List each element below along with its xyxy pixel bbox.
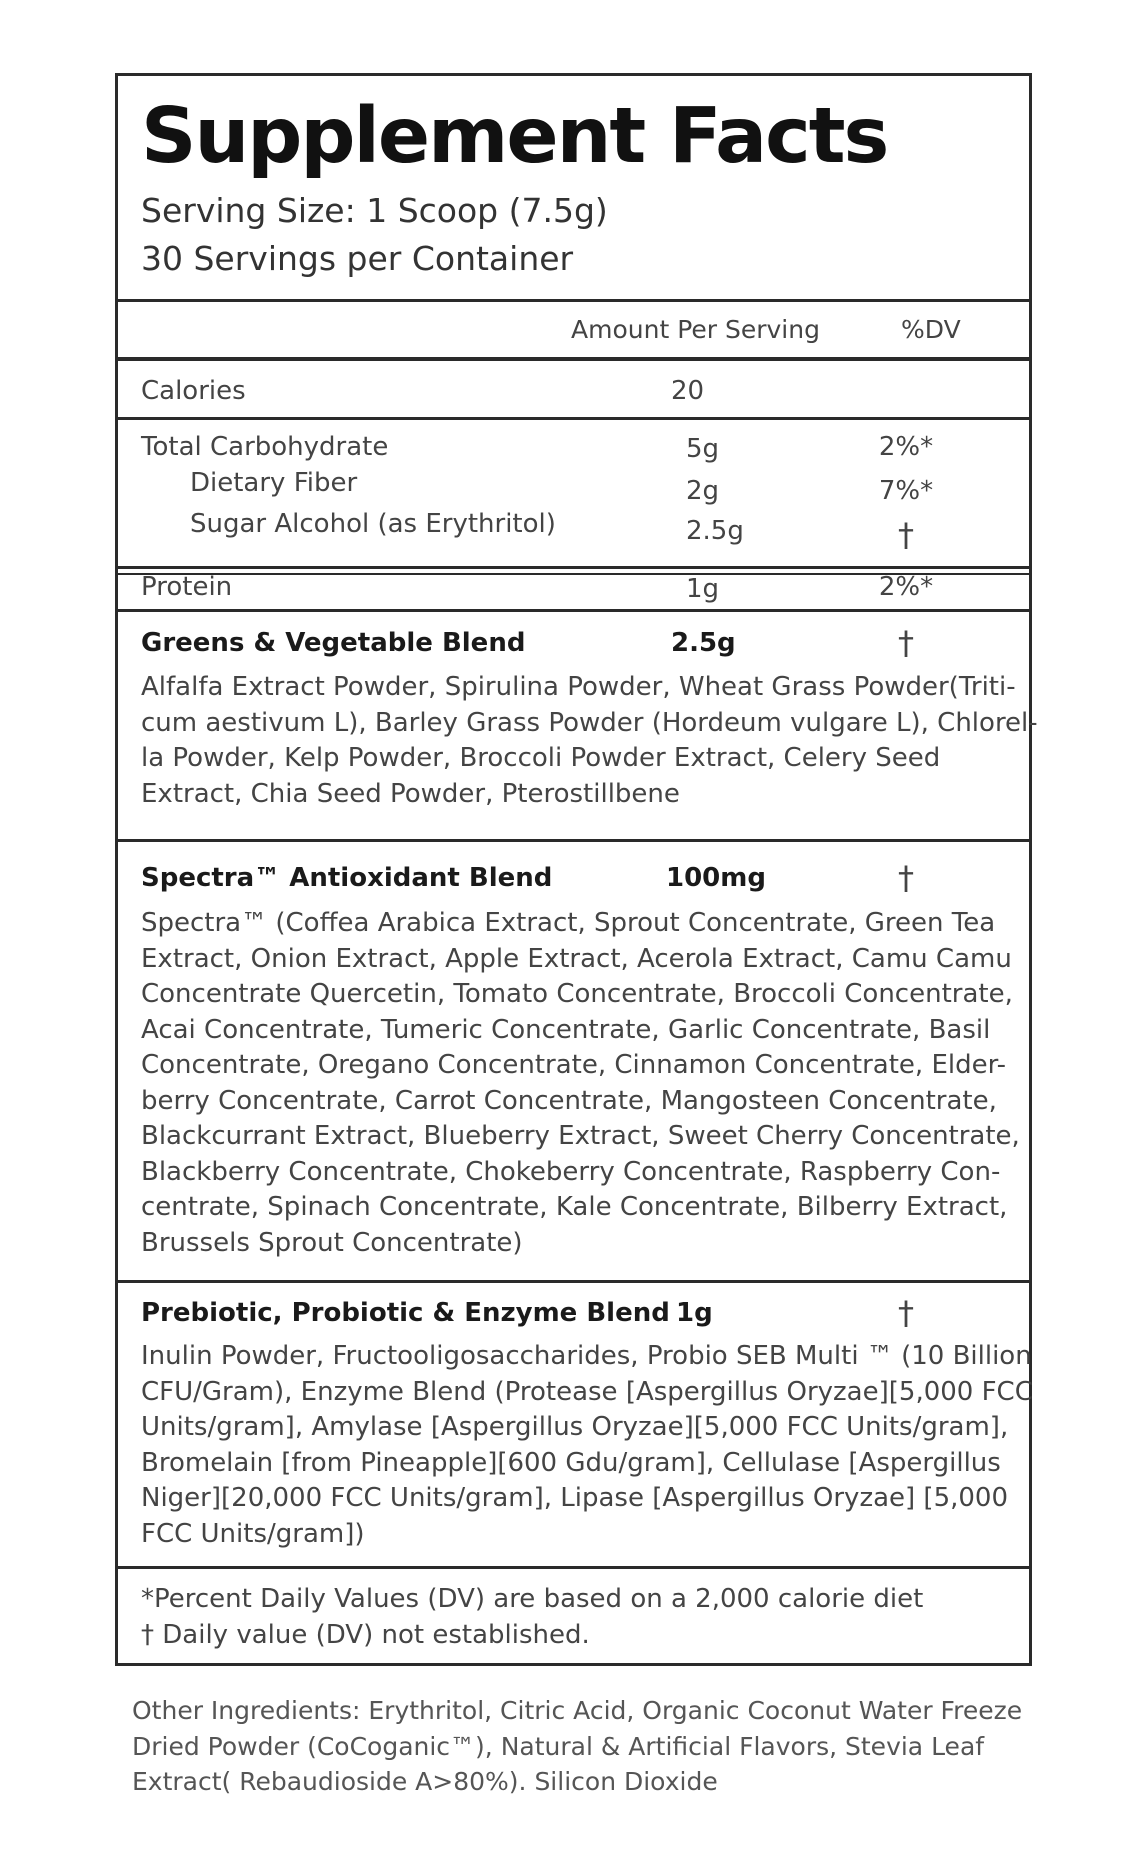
calories-label: Calories — [141, 376, 246, 406]
divider — [118, 1566, 1029, 1569]
ingredient-line: Blackcurrant Extract, Blueberry Extract, Sweet Cherry Concentrate, — [141, 1121, 1020, 1151]
ingredient-line: Concentrate Quercetin, Tomato Concentrate, Broccoli Concentrate, — [141, 979, 1013, 1009]
footnote-dv-basis: *Percent Daily Values (DV) are based on a 2,000 calorie diet — [141, 1584, 924, 1614]
ingredient-line: centrate, Spinach Concentrate, Kale Concentrate, Bilberry Extract, — [141, 1192, 1008, 1222]
header-amount: Amount Per Serving — [571, 315, 820, 344]
ingredient-line: Inulin Powder, Fructooligosaccharides, Probio SEB Multi ™ (10 Billion — [141, 1341, 1032, 1371]
divider — [118, 566, 1029, 569]
nutrient-amount: 5g — [686, 434, 720, 464]
blend-name: Spectra™ Antioxidant Blend — [141, 863, 553, 893]
nutrient-amount: 2g — [686, 476, 720, 506]
ingredient-line: Brussels Sprout Concentrate) — [141, 1227, 523, 1258]
other-ingredients-line: Dried Powder (CoCoganic™), Natural & Artificial Flavors, Stevia Leaf — [132, 1731, 985, 1761]
ingredient-line: FCC Units/gram]) — [141, 1518, 365, 1549]
header-dv: %DV — [901, 315, 961, 344]
nutrient-dv: † — [898, 516, 914, 554]
ingredient-line: Acai Concentrate, Tumeric Concentrate, Garlic Concentrate, Basil — [141, 1014, 991, 1045]
ingredient-line: Extract, Chia Seed Powder, Pterostillbene — [141, 778, 680, 809]
blend-dv: † — [898, 1294, 914, 1332]
blend-amount: 100mg — [666, 863, 766, 893]
other-ingredients — [132, 1693, 1022, 1800]
blend-ingredients — [141, 670, 1038, 812]
nutrient-dv: 2%* — [878, 572, 934, 602]
other-ingredients-line: Extract( Rebaudioside A>80%). Silicon Dioxide — [132, 1767, 718, 1796]
panel-title: Supplement Facts — [141, 92, 888, 181]
other-ingredients-line: Other Ingredients: Erythritol, Citric Acid, Organic Coconut Water Freeze — [132, 1696, 1023, 1725]
ingredient-line: berry Concentrate, Carrot Concentrate, Mangosteen Concentrate, — [141, 1085, 997, 1116]
servings-per-container: 30 Servings per Container — [141, 239, 574, 278]
blend-dv: † — [898, 859, 914, 897]
divider — [118, 417, 1029, 420]
ingredient-line: Extract, Onion Extract, Apple Extract, Acerola Extract, Camu Camu — [141, 943, 1012, 974]
ingredient-line: Bromelain [from Pineapple][600 Gdu/gram], Cellulase [Aspergillus — [141, 1447, 1001, 1478]
ingredient-line: CFU/Gram), Enzyme Blend (Protease [Aspergillus Oryzae][5,000 FCC — [141, 1376, 1033, 1407]
calories-amount: 20 — [671, 376, 705, 406]
ingredient-line: cum aestivum L), Barley Grass Powder (Hordeum vulgare L), Chlorel- — [141, 707, 1038, 738]
divider — [118, 839, 1029, 842]
blend-name: Prebiotic, Probiotic & Enzyme Blend — [141, 1298, 670, 1328]
blend-amount: 1g — [676, 1298, 713, 1328]
nutrient-dv: 2%* — [878, 432, 934, 462]
ingredient-line: Concentrate, Oregano Concentrate, Cinnamon Concentrate, Elder- — [141, 1050, 1007, 1080]
nutrient-dv: 7%* — [878, 476, 934, 506]
blend-ingredients — [141, 1339, 1033, 1552]
footnote-dv-not-established: † Daily value (DV) not established. — [141, 1619, 590, 1650]
blend-ingredients — [141, 906, 1020, 1261]
blend-amount: 2.5g — [671, 628, 736, 658]
nutrient-label: Total Carbohydrate — [141, 432, 389, 462]
serving-size: Serving Size: 1 Scoop (7.5g) — [141, 191, 608, 230]
nutrient-label: Sugar Alcohol (as Erythritol) — [190, 509, 556, 539]
footnotes — [141, 1582, 923, 1653]
nutrient-amount: 2.5g — [686, 516, 744, 546]
ingredient-line: la Powder, Kelp Powder, Broccoli Powder Extract, Celery Seed — [141, 743, 941, 773]
blend-name: Greens & Vegetable Blend — [141, 628, 526, 658]
nutrient-label: Dietary Fiber — [190, 468, 358, 498]
ingredient-line: Blackberry Concentrate, Chokeberry Concentrate, Raspberry Con- — [141, 1156, 1001, 1187]
divider — [118, 1280, 1029, 1283]
nutrient-label: Protein — [141, 572, 233, 602]
supplement-facts-panel — [115, 73, 1038, 1666]
nutrient-amount: 1g — [686, 574, 720, 604]
ingredient-line: Niger][20,000 FCC Units/gram], Lipase [Aspergillus Oryzae] [5,000 — [141, 1483, 1009, 1513]
blend-dv: † — [898, 624, 914, 662]
ingredient-line: Spectra™ (Coffea Arabica Extract, Sprout Concentrate, Green Tea — [141, 908, 996, 938]
divider — [118, 299, 1029, 302]
divider — [118, 357, 1029, 361]
divider — [118, 609, 1029, 612]
ingredient-line: Alfalfa Extract Powder, Spirulina Powder, Wheat Grass Powder(Triti- — [141, 672, 1016, 702]
ingredient-line: Units/gram], Amylase [Aspergillus Oryzae][5,000 FCC Units/gram], — [141, 1412, 1009, 1442]
